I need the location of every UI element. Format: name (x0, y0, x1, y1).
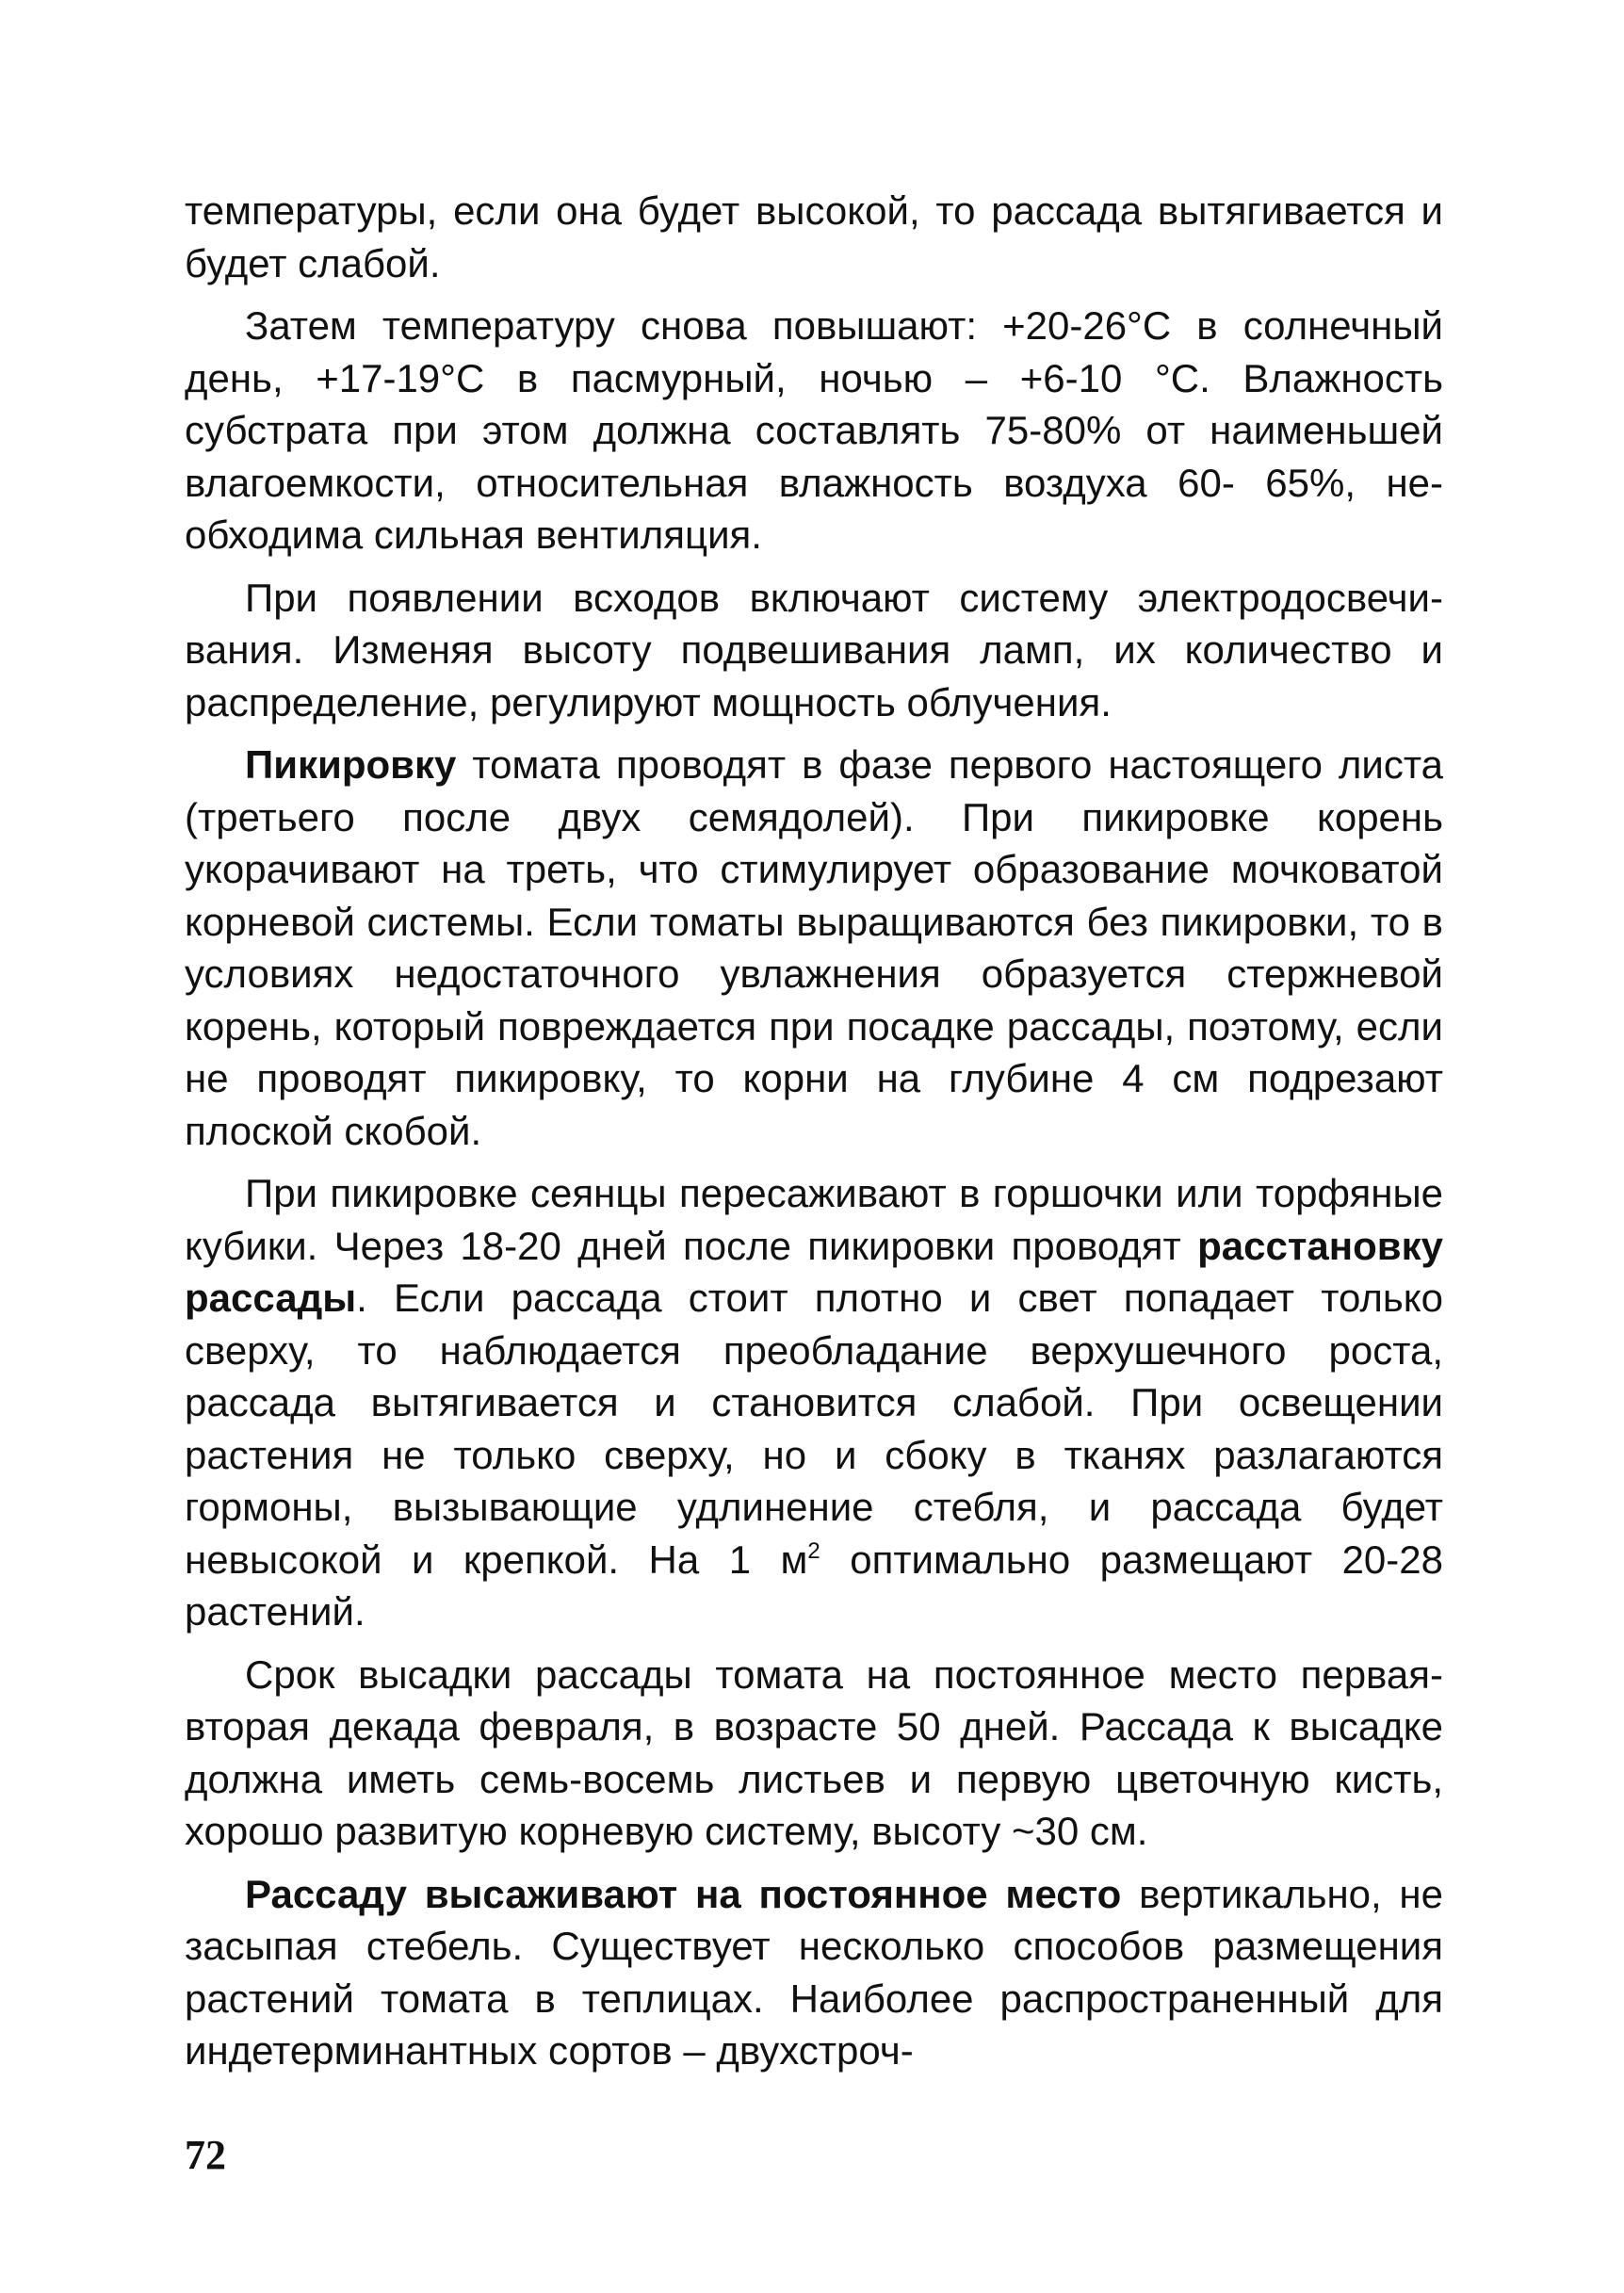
paragraph-7-bold-term: Рассаду высаживают на постоянное место (245, 1871, 1122, 1916)
paragraph-4-bold-term: Пикировку (245, 742, 457, 787)
paragraph-3 (185, 572, 1443, 729)
paragraph-7 (185, 1868, 1443, 2077)
paragraph-6 (185, 1649, 1443, 1858)
page-number: 72 (185, 2132, 226, 2178)
paragraph-1-text: температуры, если она будет высокой, то рассада вытягивается и будет слабой. (185, 188, 1443, 285)
body-text (185, 185, 1443, 2088)
paragraph-7-text: вертикально, не засыпая стебель. Существует несколько способов размещения растений томата в теплицах. Наиболее распространенный для индетерминантных сортов – двухстроч- (185, 1871, 1443, 2073)
paragraph-2 (185, 300, 1443, 561)
paragraph-3-text: При появлении всходов включают систему электродосвечивания. Изменяя высоту подвешивания ламп, их количество и распределение, регулируют мощность облучения. (185, 575, 1443, 724)
paragraph-1 (185, 185, 1443, 289)
paragraph-5-bold-term: расстановку рассады (185, 1223, 1443, 1320)
paragraph-5-text-a: При пикировке сеянцы пересаживают в горшочки или торфяные кубики. Через 18-20 дней после пикировки проводят (185, 1171, 1443, 1268)
paragraph-4 (185, 739, 1443, 1157)
paragraph-2-text: Затем температуру снова повышают: +20-26°С в солнечный день, +17-19°С в пасмурный, ночью – +6-10 °С. Влажность субстрата при этом должна составлять 75-80% от наименьшей влагоемкости, относительная влажность воздуха 60- 65%, необходима сильная вентиляция. (185, 303, 1443, 557)
paragraph-5-text-b: . Если рассада стоит плотно и свет попадает только сверху, то наблюдается преобладание верхушечного роста, рассада вытягивается и становится слабой. При освещении растения не только сверху, но и сбоку в тканях разлагаются гормоны, вызывающие удлинение стебля, и рассада будет невысокой и крепкой. На 1 м (185, 1276, 1443, 1582)
paragraph-5-text-c: оптимально размещают 20-28 растений. (185, 1537, 1443, 1634)
paragraph-4-text: томата проводят в фазе первого настоящего листа (третьего после двух семядолей). При пикировке корень укорачивают на треть, что стимулирует образование мочковатой корневой системы. Если томаты выращиваются без пикировки, то в условиях недостаточного увлажнения образуется стержневой корень, который повреждается при посадке рассады, поэтому, если не проводят пикировку, то корни на глубине 4 см подрезают плоской скобой. (185, 742, 1443, 1153)
paragraph-5-superscript: 2 (807, 1537, 820, 1564)
paragraph-5 (185, 1167, 1443, 1638)
paragraph-6-text: Срок высадки рассады томата на постоянное место первая-вторая декада февраля, в возрасте 50 дней. Рассада к высадке должна иметь семь-восемь листьев и первую цветочную кисть, хорошо развитую корневую систему, высоту ~30 см. (185, 1651, 1443, 1853)
